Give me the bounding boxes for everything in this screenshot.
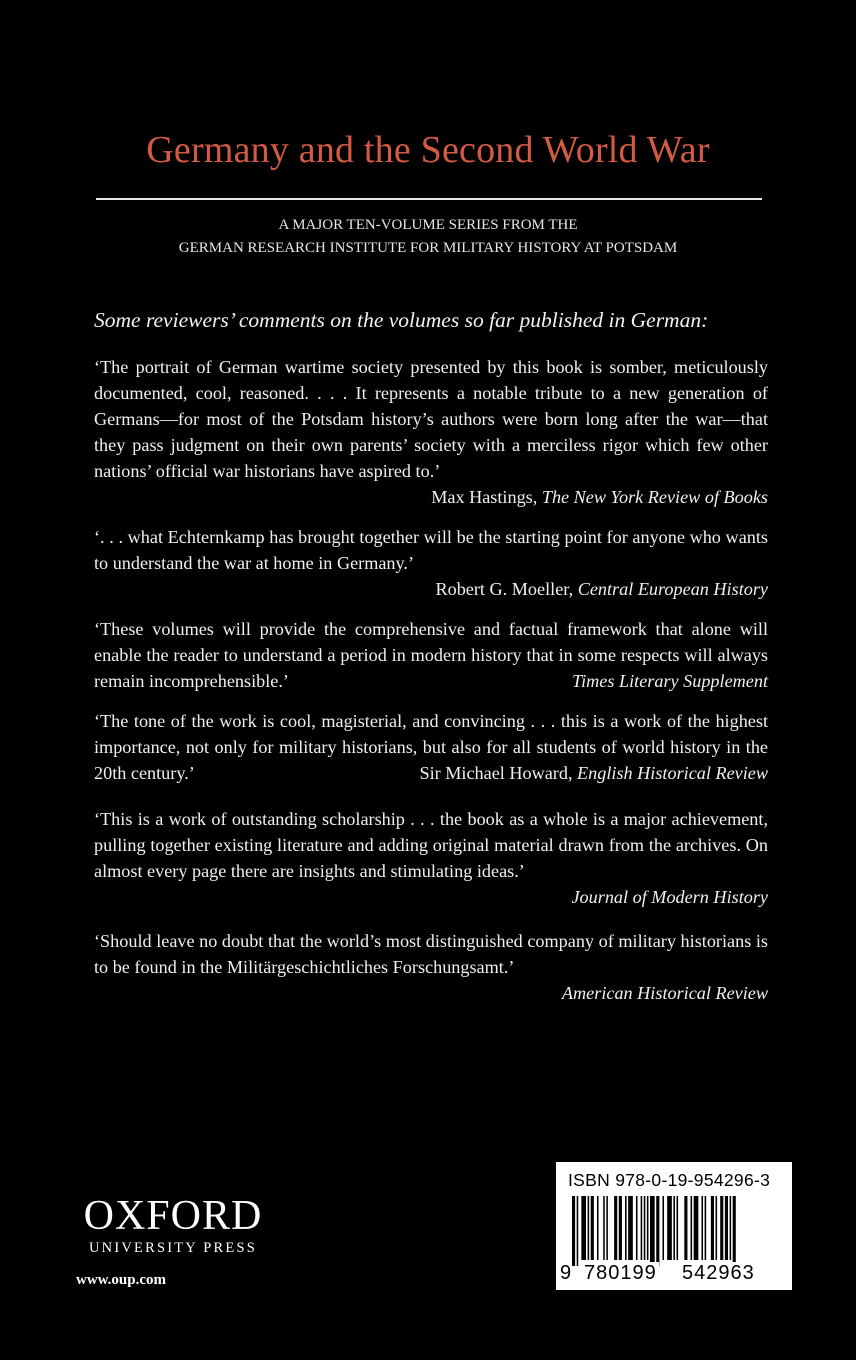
barcode-bar <box>691 1196 693 1260</box>
review-block <box>94 354 768 510</box>
review-block <box>94 806 768 910</box>
barcode-bar <box>733 1196 736 1266</box>
barcode-bar <box>581 1196 586 1260</box>
logo-subtitle: UNIVERSITY PRESS <box>88 1240 257 1256</box>
barcode-bar <box>614 1196 617 1260</box>
barcode-bar <box>705 1196 707 1260</box>
review-source: American Historical Review <box>561 983 768 1003</box>
review-quote: ‘Should leave no doubt that the world’s most distinguished company of military historians is to be found in the Militärgeschichtliches Forschungsamt.’ <box>94 931 768 977</box>
review-source: English Historical Review <box>577 763 768 783</box>
barcode-bar <box>636 1196 638 1260</box>
barcode-bar <box>577 1196 579 1266</box>
barcode-bar <box>694 1196 699 1260</box>
review-block <box>94 708 768 786</box>
review-quote: ‘. . . what Echternkamp has brought together will be the starting point for anyone who wants to understand the war at home in Germany.’ <box>94 527 768 573</box>
barcode-bar <box>572 1196 575 1266</box>
barcode-bar <box>673 1196 675 1260</box>
review-author: Robert G. Moeller, <box>435 579 574 599</box>
barcode-bar <box>647 1196 649 1260</box>
isbn-barcode <box>556 1162 792 1290</box>
review-quote <box>94 616 768 694</box>
barcode-bar <box>725 1196 728 1260</box>
barcode-bar <box>711 1196 714 1260</box>
oxford-university-press-logo <box>70 1193 276 1257</box>
subtitle-line-1: A MAJOR TEN-VOLUME SERIES FROM THE <box>278 217 578 233</box>
barcode-bar <box>656 1196 659 1266</box>
review-author: Max Hastings, <box>431 487 538 507</box>
review-block <box>94 928 768 1006</box>
barcode-bar <box>606 1196 608 1260</box>
series-subtitle <box>0 214 856 260</box>
barcode-digit-group-1: 780199 <box>584 1262 657 1284</box>
isbn-label: ISBN 978-0-19-954296-3 <box>568 1170 771 1190</box>
barcode-bar <box>677 1196 679 1260</box>
barcode-bar <box>641 1196 643 1260</box>
publisher-website: www.oup.com <box>76 1272 167 1288</box>
logo-wordmark: OXFORD <box>83 1193 263 1239</box>
review-block <box>94 524 768 602</box>
barcode-bar <box>619 1196 622 1260</box>
review-attribution <box>94 884 768 910</box>
review-attribution <box>419 760 768 786</box>
barcode-bar <box>644 1196 646 1260</box>
review-quote: ‘This is a work of outstanding scholarship . . . the book as a whole is a major achievement, pulling together existing literature and adding original material drawn from the archives. On almost every page there are insights and stimulating ideas.’ <box>94 809 768 881</box>
barcode-bar <box>597 1196 599 1260</box>
barcode-bar <box>588 1196 590 1260</box>
book-title: Germany and the Second World War <box>146 129 710 171</box>
review-quote-text: ‘The tone of the work is cool, magisterial, and convincing . . . this is a work of the highest importance, not only for military historians, but also for all students of world history in the 20th century.’ <box>94 711 768 783</box>
review-block <box>94 616 768 694</box>
reviews-intro: Some reviewers’ comments on the volumes so far published in German: <box>94 308 709 332</box>
review-quote-text: ‘These volumes will provide the comprehensive and factual framework that alone will enable the reader to understand a period in modern history that in some respects will always remain incomprehensible.’ <box>94 619 768 691</box>
review-quote <box>94 708 768 786</box>
review-attribution <box>94 484 768 510</box>
review-attribution <box>94 576 768 602</box>
review-source: Central European History <box>577 579 768 599</box>
barcode-bar <box>701 1196 703 1260</box>
review-quote: ‘The portrait of German wartime society presented by this book is somber, meticulously documented, cool, reasoned. . . . It represents a notable tribute to a new generation of Germans—for most of the Potsdam history’s authors were born long after the war—that they pass judgment on their own parents’ society with a merciless rigor which few other nations’ official war historians have aspired to.’ <box>94 357 768 481</box>
review-attribution <box>94 980 768 1006</box>
barcode-digit-group-2: 542963 <box>682 1262 755 1284</box>
review-source: Times Literary Supplement <box>571 671 768 691</box>
review-source: Journal of Modern History <box>571 887 768 907</box>
barcode-bar <box>650 1196 655 1266</box>
barcode-bar <box>603 1196 605 1260</box>
subtitle-line-2: GERMAN RESEARCH INSTITUTE FOR MILITARY HISTORY AT POTSDAM <box>178 240 678 256</box>
review-author: Sir Michael Howard, <box>419 763 573 783</box>
barcode-bars <box>570 1196 778 1266</box>
barcode-bar <box>591 1196 594 1260</box>
barcode-bar <box>667 1196 672 1260</box>
barcode-bar <box>716 1196 718 1260</box>
barcode-digit-lead: 9 <box>560 1262 573 1284</box>
barcode-bar <box>628 1196 633 1260</box>
barcode-bar <box>684 1196 687 1260</box>
barcode-bar <box>625 1196 627 1260</box>
barcode-bar <box>662 1196 664 1260</box>
title-divider <box>96 198 762 200</box>
barcode-bar <box>730 1196 732 1260</box>
barcode-bar <box>720 1196 723 1260</box>
review-source: The New York Review of Books <box>541 487 768 507</box>
